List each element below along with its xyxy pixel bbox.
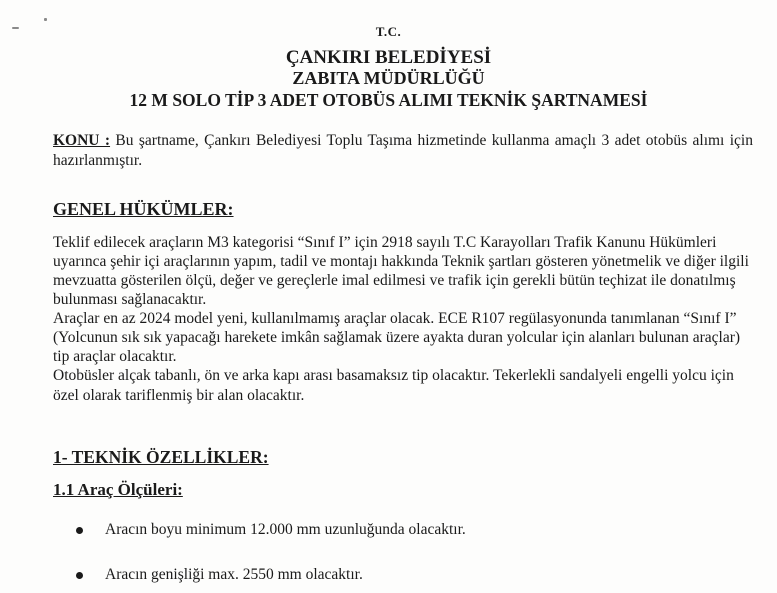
- list-item: [76, 521, 756, 566]
- department-name: ZABITA MÜDÜRLÜĞÜ: [292, 68, 485, 88]
- bullet-icon: [76, 527, 83, 534]
- document-title: 12 M SOLO TİP 3 ADET OTOBÜS ALIMI TEKNİK ŞARTNAMESİ: [129, 90, 648, 110]
- scan-speck: [44, 18, 47, 21]
- header-tc: T.C.: [375, 24, 402, 39]
- subject-label: KONU :: [53, 132, 111, 149]
- bullet-icon: [76, 572, 83, 579]
- subject-paragraph: [53, 131, 753, 171]
- general-paragraph: Araçlar en az 2024 model yeni, kullanılmamış araçlar olacak. ECE R107 regülasyonunda tanımlanan “Sınıf I” (Yolcunun sık sık yapacağı harekete imkân sağlamak üzere ayakta duran yolcular için alanları bulunan araçlar) tip araçlar olacaktır.: [53, 310, 741, 366]
- technical-specs-heading: 1- TEKNİK ÖZELLİKLER:: [53, 447, 269, 467]
- general-provisions-body: [53, 233, 753, 405]
- vehicle-dimensions-heading: 1.1 Araç Ölçüleri:: [53, 480, 183, 499]
- general-paragraph: Teklif edilecek araçların M3 kategorisi “Sınıf I” için 2918 sayılı T.C Karayolları Trafik Kanunu Hükümleri uyarınca şehir içi araçlarının yapım, tadil ve montajı hakkında Teknik şartları gösteren yönetmelik ve diğer ilgili mevzuatta gösterilen ölçü, değer ve gereçlerle imal edilmesi ve trafik için gerekli bütün teçhizat ile donatılmış bulunması sağlanacaktır.: [53, 234, 749, 309]
- subject-text: Bu şartname, Çankırı Belediyesi Toplu Taşıma hizmetinde kullanma amaçlı 3 adet otobüs alımı için hazırlanmıştır.: [53, 132, 753, 170]
- list-item-text: Aracın boyu minimum 12.000 mm uzunluğunda olacaktır.: [105, 521, 466, 538]
- general-provisions-heading: GENEL HÜKÜMLER:: [53, 199, 234, 219]
- dimension-list: [76, 521, 756, 593]
- list-item: [76, 566, 756, 593]
- organization-name: ÇANKIRI BELEDİYESİ: [285, 47, 492, 68]
- general-paragraph: Otobüsler alçak tabanlı, ön ve arka kapı arası basamaksız tip olacaktır. Tekerlekli sandalyeli engelli yolcu için özel olarak tariflenmiş bir alan olacaktır.: [53, 367, 734, 404]
- list-item-text: Aracın genişliği max. 2550 mm olacaktır.: [105, 566, 363, 583]
